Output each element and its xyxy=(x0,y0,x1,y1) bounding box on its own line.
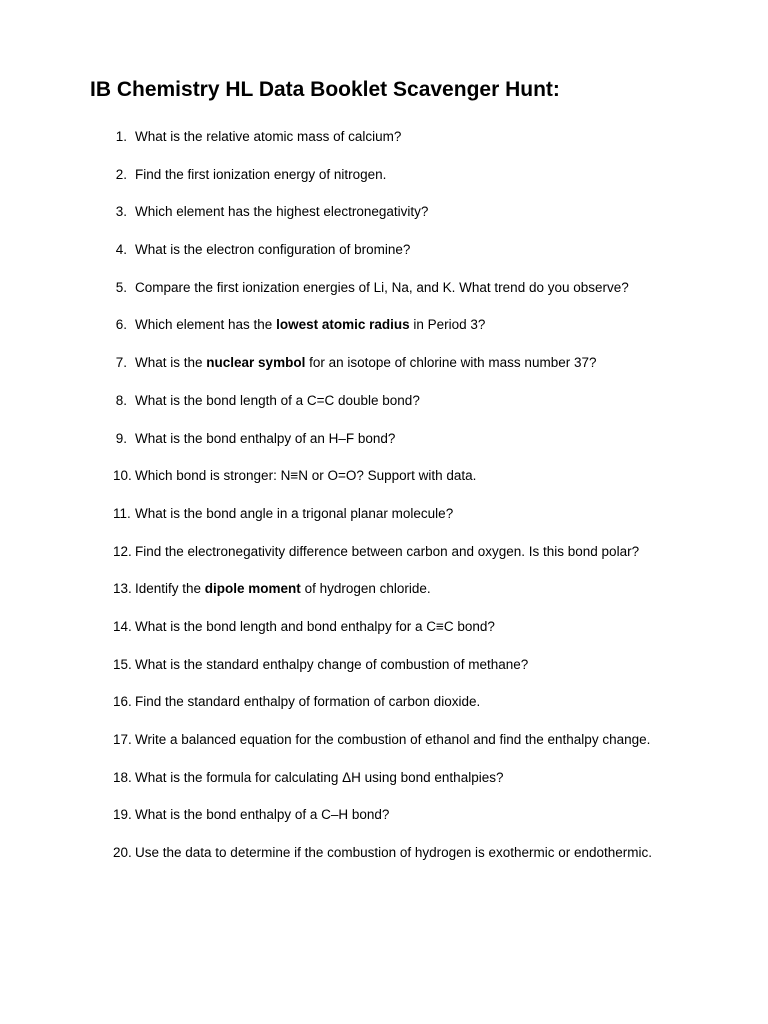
question-number: 8. xyxy=(115,392,127,408)
question-text-part: Which element has the xyxy=(135,317,277,333)
question-text: Find the standard enthalpy of formation of carbon dioxide. xyxy=(135,694,481,710)
question-number: 5. xyxy=(115,279,127,295)
question-number: 14. xyxy=(113,618,132,634)
question-text-part: What is the xyxy=(135,355,207,371)
question-number: 6. xyxy=(115,317,127,333)
question-number: 2. xyxy=(115,166,127,182)
list-item xyxy=(0,426,768,464)
question-number: 3. xyxy=(115,204,127,220)
question-number: 18. xyxy=(113,769,132,785)
question-text: What is the formula for calculating ΔH using bond enthalpies? xyxy=(135,769,504,785)
question-text: What is the bond enthalpy of a C–H bond? xyxy=(135,807,390,823)
question-text: Find the electronegativity difference between carbon and oxygen. Is this bond polar? xyxy=(135,543,640,559)
list-item xyxy=(0,388,768,426)
list-item xyxy=(0,463,768,501)
question-text-part: in Period 3? xyxy=(409,317,486,333)
question-text: Which element has the highest electronegativity? xyxy=(135,204,429,220)
question-number: 9. xyxy=(115,430,127,446)
question-text: What is the bond length and bond enthalpy for a C≡C bond? xyxy=(135,618,495,634)
question-text: What is the bond angle in a trigonal planar molecule? xyxy=(135,505,454,521)
question-number: 12. xyxy=(113,543,132,559)
list-item xyxy=(0,576,768,614)
question-text-part: Identify the xyxy=(135,581,205,597)
list-item xyxy=(0,501,768,539)
list-item xyxy=(0,539,768,577)
question-number: 19. xyxy=(113,807,132,823)
list-item xyxy=(0,689,768,727)
list-item xyxy=(0,350,768,388)
question-number: 10. xyxy=(113,468,132,484)
question-text: What is the standard enthalpy change of combustion of methane? xyxy=(135,656,529,672)
question-text: What is the electron configuration of bromine? xyxy=(135,242,411,258)
question-text xyxy=(135,576,431,602)
list-item xyxy=(0,614,768,652)
question-text-bold: nuclear symbol xyxy=(206,355,306,371)
question-text xyxy=(135,350,596,376)
question-text: Find the first ionization energy of nitrogen. xyxy=(135,166,387,182)
list-item xyxy=(0,199,768,237)
question-text: Use the data to determine if the combustion of hydrogen is exothermic or endothermic. xyxy=(135,845,653,861)
question-text: What is the bond length of a C=C double bond? xyxy=(135,392,420,408)
question-text: What is the relative atomic mass of calcium? xyxy=(135,129,402,144)
question-number: 1. xyxy=(115,129,127,144)
list-item xyxy=(0,275,768,313)
question-number: 20. xyxy=(113,845,132,861)
question-text-part: for an isotope of chlorine with mass number 37? xyxy=(305,355,597,371)
list-item xyxy=(0,312,768,350)
list-item xyxy=(0,765,768,803)
question-number: 13. xyxy=(113,581,132,597)
list-item xyxy=(0,652,768,690)
question-text: Which bond is stronger: N≡N or O=O? Support with data. xyxy=(135,468,477,484)
list-item xyxy=(0,802,768,840)
question-text: What is the bond enthalpy of an H–F bond? xyxy=(135,430,396,446)
question-list xyxy=(0,124,768,878)
question-number: 4. xyxy=(115,242,127,258)
question-number: 7. xyxy=(115,355,127,371)
question-text-bold: dipole moment xyxy=(204,581,301,597)
question-number: 17. xyxy=(113,732,132,747)
list-item xyxy=(0,124,768,162)
question-text xyxy=(135,312,485,338)
question-text: Write a balanced equation for the combustion of ethanol and find the enthalpy change. xyxy=(135,732,651,747)
question-number: 15. xyxy=(113,656,132,672)
question-text: Compare the first ionization energies of Li, Na, and K. What trend do you observe? xyxy=(135,279,629,295)
list-item xyxy=(0,237,768,275)
question-text-bold: lowest atomic radius xyxy=(276,317,410,333)
list-item xyxy=(0,162,768,200)
page-title: IB Chemistry HL Data Booklet Scavenger Hunt: xyxy=(90,78,560,101)
question-number: 11. xyxy=(113,505,131,521)
list-item xyxy=(0,840,768,878)
question-number: 16. xyxy=(113,694,132,710)
question-text-part: of hydrogen chloride. xyxy=(300,581,431,597)
list-item xyxy=(0,727,768,765)
